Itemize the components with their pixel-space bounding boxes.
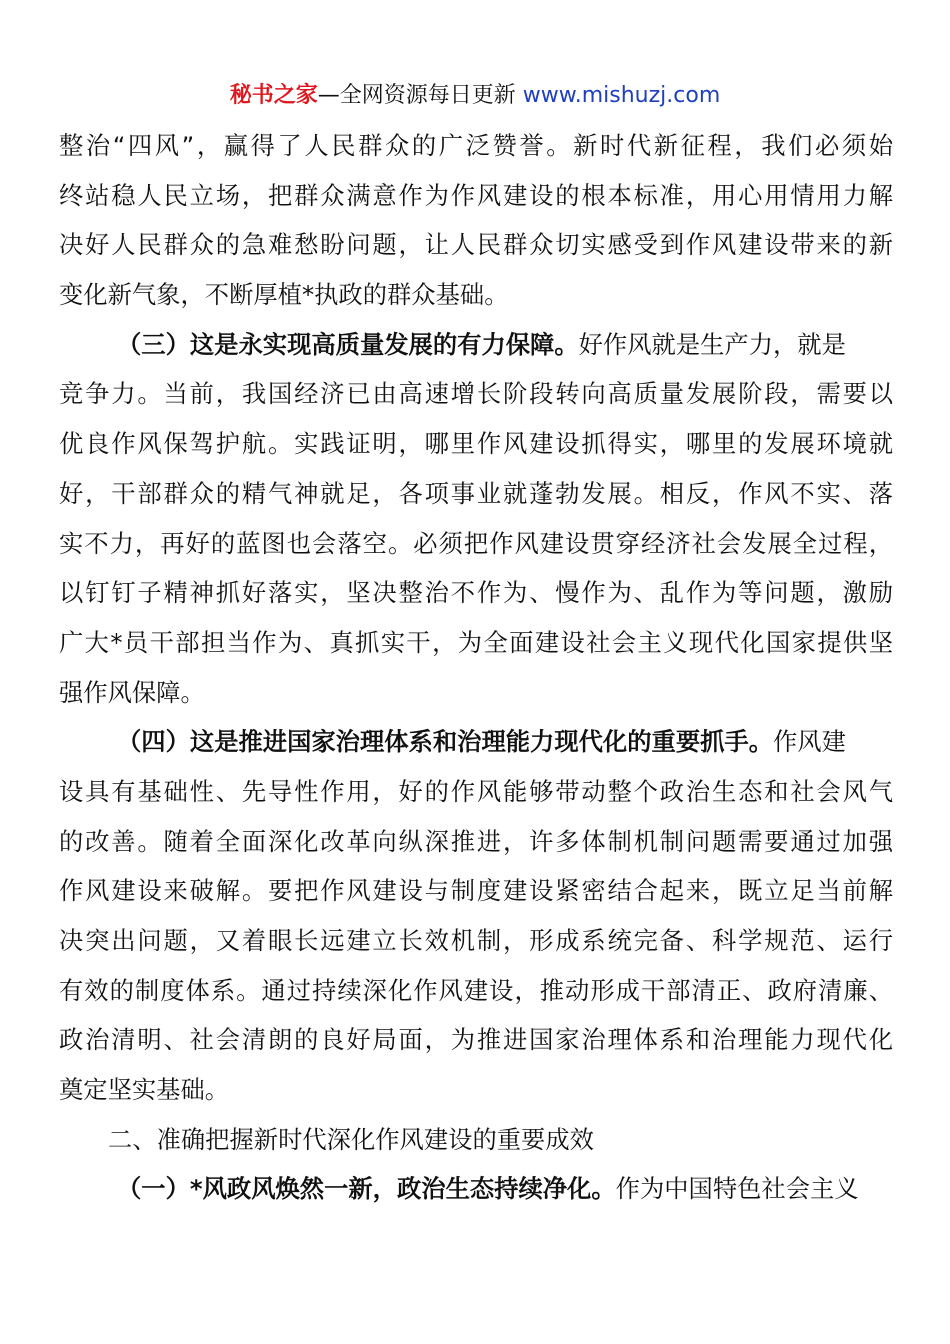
site-header — [0, 80, 950, 112]
site-url[interactable]: www.mishuzj.com — [522, 83, 721, 108]
site-slogan: —全网资源每日更新 — [317, 83, 523, 108]
text-line: 有效的制度体系。通过持续深化作风建设，推动形成干部清正、政府清廉、 — [59, 975, 893, 1005]
text-line: 优良作风保驾护航。实践证明，哪里作风建设抓得实，哪里的发展环境就 — [59, 429, 893, 459]
text-line: 决好人民群众的急难愁盼问题，让人民群众切实感受到作风建设带来的新 — [59, 230, 893, 260]
section-heading-2: 二、准确把握新时代深化作风建设的重要成效 — [108, 1124, 594, 1154]
document-body — [59, 121, 893, 1214]
heading-2-1-title: （一）*风政风焕然一新，政治生态持续净化。 — [117, 1174, 616, 1204]
text-line: 整治“四风”，赢得了人民群众的广泛赞誉。新时代新征程，我们必须始 — [59, 131, 893, 160]
paragraph-heading-2-1 — [59, 1164, 893, 1214]
heading-4-lead: 作风建 — [773, 727, 846, 757]
text-line: 奠定坚实基础。 — [59, 1075, 230, 1105]
text-line: 广大*员干部担当作为、真抓实干，为全面建设社会主义现代化国家提供坚 — [59, 627, 893, 657]
heading-3-title: （三）这是永实现高质量发展的有力保障。 — [117, 329, 579, 359]
heading-2-1-lead: 作为中国特色社会主义 — [615, 1174, 859, 1204]
text-line: 强作风保障。 — [59, 677, 205, 707]
text-line: 终站稳人民立场，把群众满意作为作风建设的根本标准，用心用情用力解 — [59, 180, 893, 210]
site-brand: 秘书之家 — [229, 83, 318, 108]
paragraph-heading-3 — [59, 320, 893, 370]
heading-4-title: （四）这是推进国家治理体系和治理能力现代化的重要抓手。 — [117, 727, 774, 757]
paragraph-heading-4 — [59, 717, 893, 767]
text-line: 政治清明、社会清朗的良好局面，为推进国家治理体系和治理能力现代化 — [59, 1025, 893, 1055]
text-line: 的改善。随着全面深化改革向纵深推进，许多体制机制问题需要通过加强 — [59, 826, 893, 856]
text-line: 变化新气象，不断厚植*执政的群众基础。 — [59, 280, 509, 310]
text-line: 实不力，再好的蓝图也会落空。必须把作风建设贯穿经济社会发展全过程， — [59, 528, 893, 558]
text-line: 设具有基础性、先导性作用，好的作风能够带动整个政治生态和社会风气 — [59, 776, 893, 806]
text-line: 决突出问题，又着眼长远建立长效机制，形成系统完备、科学规范、运行 — [59, 926, 893, 955]
text-line: 作风建设来破解。要把作风建设与制度建设紧密结合起来，既立足当前解 — [59, 876, 893, 906]
heading-3-lead: 好作风就是生产力，就是 — [578, 329, 846, 359]
text-line: 以钉钉子精神抓好落实，坚决整治不作为、慢作为、乱作为等问题，激励 — [59, 578, 893, 608]
text-line: 竞争力。当前，我国经济已由高速增长阶段转向高质量发展阶段，需要以 — [59, 379, 893, 409]
text-line: 好，干部群众的精气神就足，各项事业就蓬勃发展。相反，作风不实、落 — [59, 478, 893, 508]
